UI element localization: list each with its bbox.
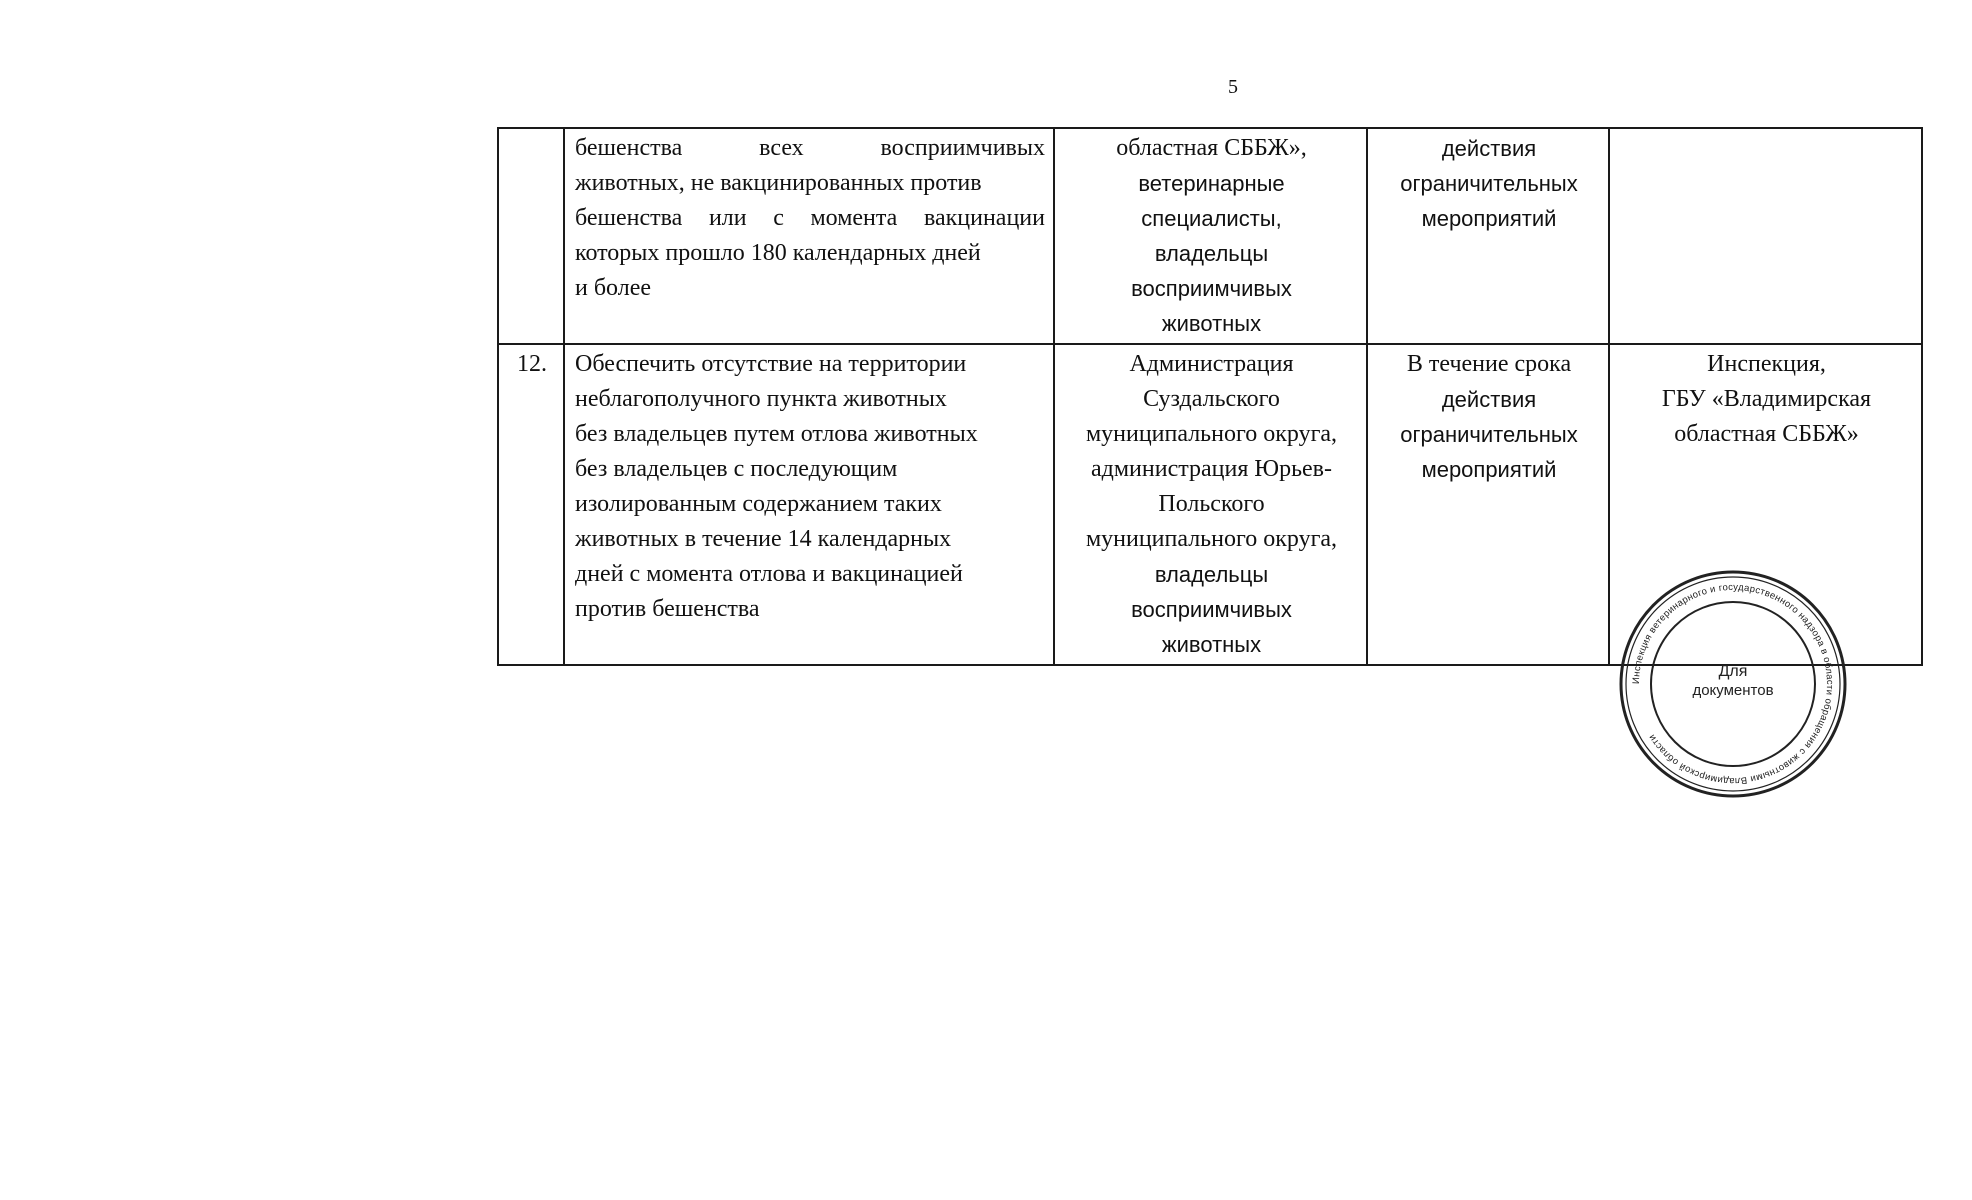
responsible-cell (1054, 344, 1367, 665)
text-line: областная СББЖ», (1116, 135, 1307, 161)
page-number: 5 (1228, 76, 1238, 98)
table-row (498, 128, 1922, 344)
text-line: мероприятий (1421, 206, 1557, 231)
text-line: муниципального округа, (1085, 421, 1338, 447)
action-cell (564, 344, 1054, 665)
text-line: животных (1161, 632, 1262, 657)
action-cell (564, 128, 1054, 344)
text-line: Инспекция, (1707, 351, 1826, 377)
text-line: владельцы (1154, 562, 1269, 587)
text-line: мероприятий (1421, 457, 1557, 482)
text-line: владельцы (1154, 241, 1269, 266)
text-line: животных в течение 14 календарных (575, 526, 952, 552)
official-stamp (1617, 568, 1849, 800)
text-line: Обеспечить отсутствие на территории (575, 351, 967, 377)
text-line: бешенства всех восприимчивых (575, 135, 1045, 161)
stamp-center-line2: документов (1692, 682, 1774, 699)
text-line: против бешенства (575, 596, 760, 622)
text-line: животных (1161, 311, 1262, 336)
text-line: областная СББЖ» (1674, 421, 1859, 447)
responsible-cell (1054, 128, 1367, 344)
stamp-center-line1: Для (1718, 663, 1748, 680)
text-line: дней с момента отлова и вакцинацией (575, 561, 963, 587)
row-number-cell (498, 128, 564, 344)
text-line: ограничительных (1400, 171, 1578, 196)
text-line: Польского (1158, 491, 1265, 517)
row-number-cell: 12. (498, 344, 564, 665)
text-line: действия (1441, 136, 1537, 161)
text-line: ограничительных (1400, 422, 1578, 447)
text-line: бешенства или с момента вакцинации (575, 205, 1045, 231)
term-cell (1367, 344, 1609, 665)
control-cell (1609, 128, 1922, 344)
text-line: администрация Юрьев- (1091, 456, 1332, 482)
text-line: ветеринарные (1138, 171, 1285, 196)
term-cell (1367, 128, 1609, 344)
text-line: восприимчивых (1131, 276, 1292, 301)
stamp-ring-text: Инспекция ветеринарного и государственного надзора в области обращения с животными Владимирской области (1630, 581, 1836, 787)
text-line: действия (1441, 387, 1537, 412)
text-line: восприимчивых (1131, 597, 1292, 622)
text-line: без владельцев путем отлова животных (575, 421, 978, 447)
text-line: специалисты, (1141, 206, 1282, 231)
text-line: В течение срока (1406, 351, 1572, 377)
text-line: которых прошло 180 календарных дней (575, 240, 981, 266)
text-line: и более (575, 275, 652, 301)
text-line: муниципального округа, (1085, 526, 1338, 552)
text-line: изолированным содержанием таких (575, 491, 942, 517)
text-line: Суздальского (1143, 386, 1280, 412)
text-line: неблагополучного пункта животных (575, 386, 947, 412)
text-line: животных, не вакцинированных против (575, 170, 982, 196)
text-line: ГБУ «Владимирская (1661, 386, 1872, 412)
text-line: Администрация (1129, 351, 1294, 377)
text-line: без владельцев с последующим (575, 456, 898, 482)
